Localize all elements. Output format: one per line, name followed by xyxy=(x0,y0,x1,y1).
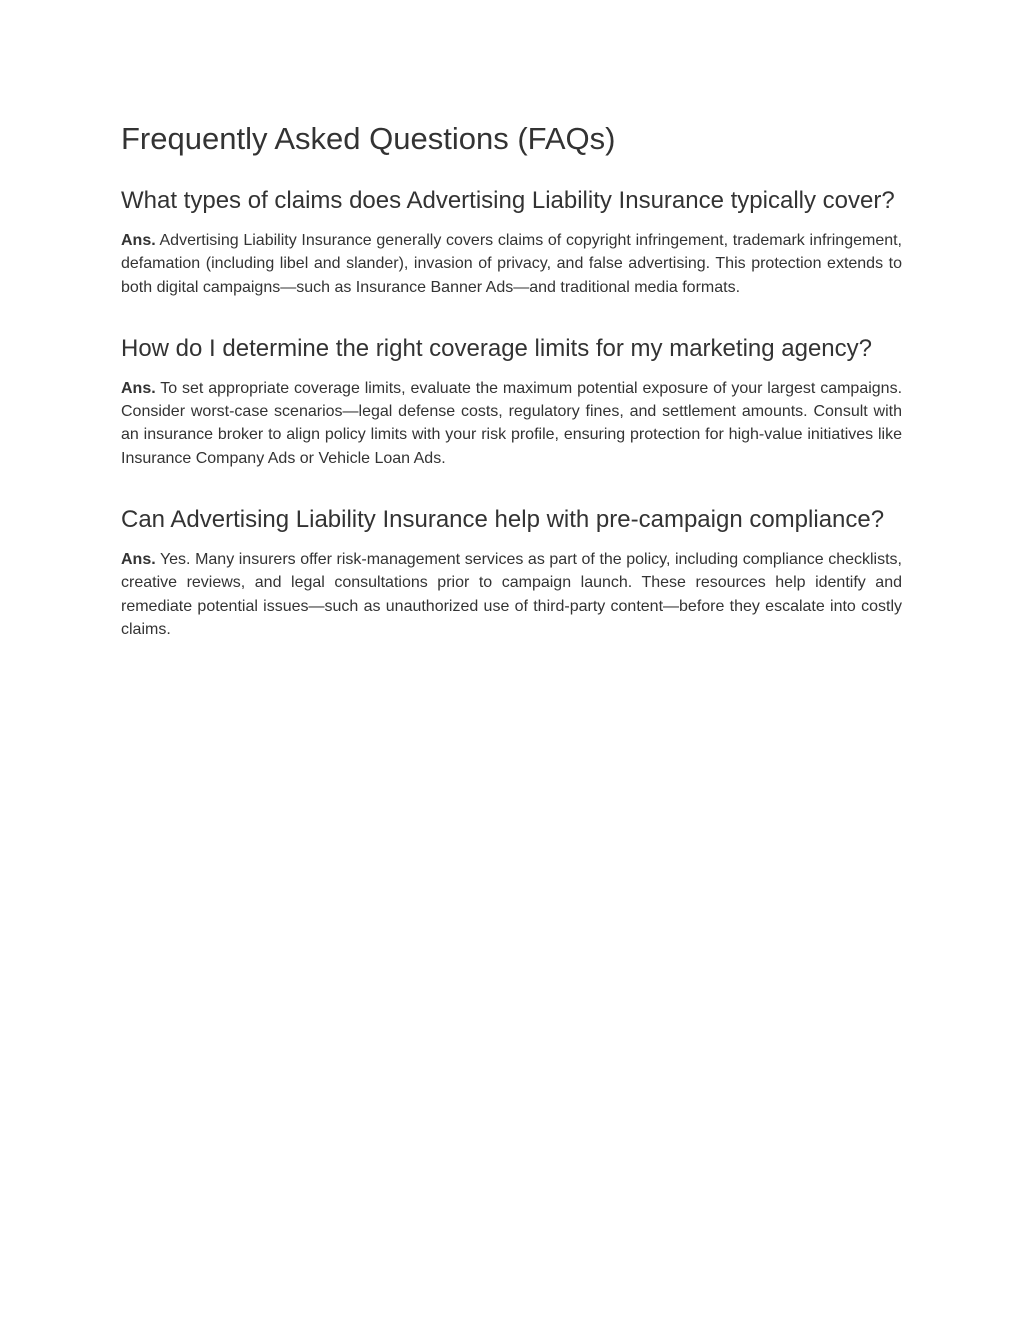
answer-text: To set appropriate coverage limits, evaluate the maximum potential exposure of your largest campaigns. Consider worst‑case scenarios—legal defense costs, regulatory fines, and settlement amounts. Consult with an insurance broker to align policy limits with your risk profile, ensuring protection for high‑value initiatives like Insurance Company Ads or Vehicle Loan Ads. xyxy=(121,379,903,467)
faq-item xyxy=(121,185,902,299)
faq-question: Can Advertising Liability Insurance help with pre‑campaign compliance? xyxy=(121,506,885,534)
faq-answer xyxy=(121,229,902,299)
faq-answer xyxy=(121,548,902,641)
answer-label: Ans. xyxy=(121,232,156,249)
answer-text: Advertising Liability Insurance generally covers claims of copyright infringement, trademark infringement, defamation (including libel and slander), invasion of privacy, and false advertising. This protection extends to both digital campaigns—such as Insurance Banner Ads—and traditional media formats. xyxy=(121,232,903,296)
page-title: Frequently Asked Questions (FAQs) xyxy=(121,121,616,156)
faq-question: How do I determine the right coverage limits for my marketing agency? xyxy=(121,334,872,362)
answer-text: Yes. Many insurers offer risk‑management services as part of the policy, including compliance checklists, creative reviews, and legal consultations prior to campaign launch. These resources help identify and remediate potential issues—such as unauthorized use of third‑party content—before they escalate into costly claims. xyxy=(121,551,902,638)
faq-item xyxy=(121,504,902,641)
faq-answer xyxy=(121,377,902,470)
faq-question: What types of claims does Advertising Liability Insurance typically cover? xyxy=(121,187,895,214)
answer-label: Ans. xyxy=(121,551,156,569)
faq-item xyxy=(121,333,902,470)
answer-label: Ans. xyxy=(121,379,156,397)
